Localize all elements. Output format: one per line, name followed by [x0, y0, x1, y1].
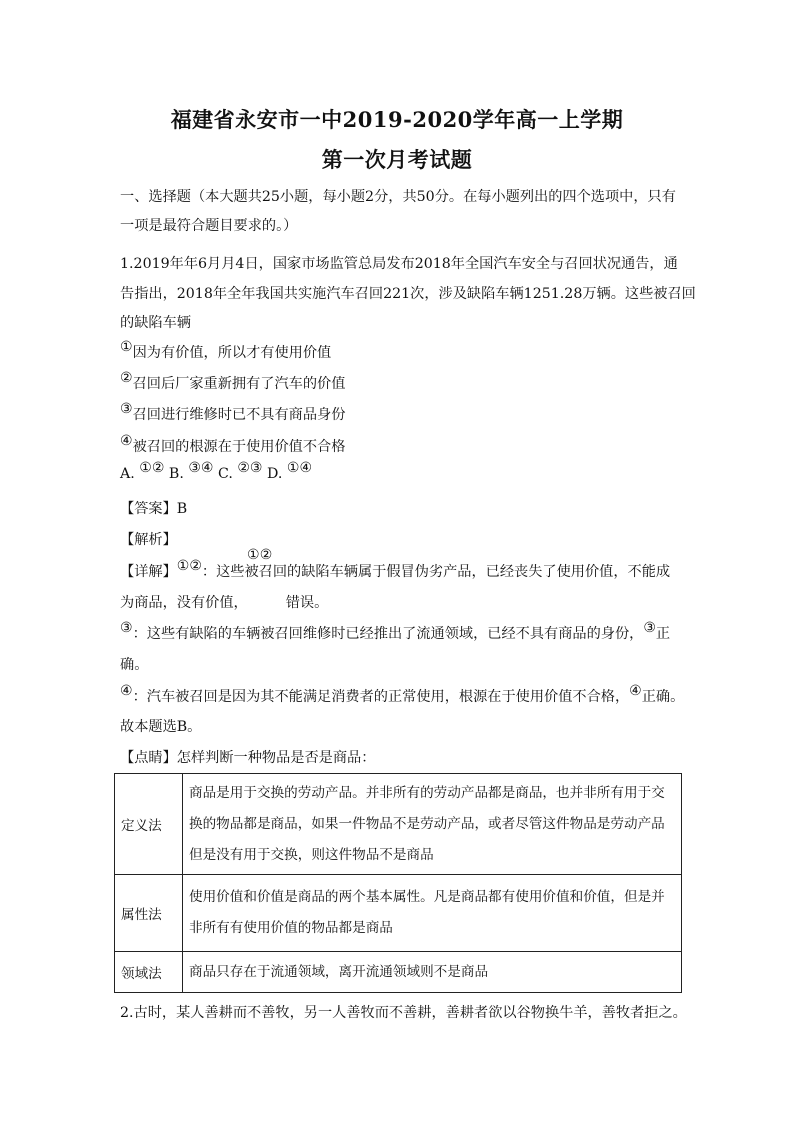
circled-mark: ①	[120, 339, 133, 355]
circled-mark: ②	[120, 370, 133, 386]
detail-text-3: ：这些有缺陷的车辆被召回维修时已经推出了流通领域，已经不具有商品的身份，	[132, 626, 644, 642]
table-line: 非所有有使用价值的物品都是商品	[189, 920, 393, 936]
table-line: 商品只存在于流通领域，离开流通领域则不是商品	[189, 963, 489, 980]
table-key-cell: 属性法	[115, 875, 183, 952]
circled-mark: ③	[120, 401, 133, 417]
detail-marks: ①②	[176, 558, 202, 574]
table-row	[115, 952, 682, 993]
option-text: 因为有价值，所以才有使用价值	[132, 345, 332, 361]
table-line: 使用价值和价值是商品的两个基本属性。凡是商品都有使用价值和价值，但是并	[189, 889, 665, 905]
choice-b-marks: ③④	[188, 460, 214, 476]
table-value-cell	[183, 875, 682, 952]
choice-a-letter: A.	[120, 466, 135, 482]
table-line: 但是没有用于交换，则这件物品不是商品	[189, 846, 434, 863]
detail-line-1	[120, 558, 671, 581]
title-line-2: 第一次月考试题	[321, 147, 473, 172]
section-header-line-2: 一项是最符合题目要求的。）	[120, 218, 298, 234]
detail-text-5-tail: 正确。	[641, 689, 685, 705]
commodity-judgement-table	[114, 773, 682, 993]
q1-stem-line-1: 1.2019年年6月月4日，国家市场监管总局发布2018年全国汽车安全与召回状况通告，通	[120, 256, 678, 272]
table-row	[115, 875, 682, 952]
detail-line-5	[120, 683, 685, 706]
tip-line	[120, 747, 375, 767]
table-row	[115, 774, 682, 875]
detail-mark-3: ③	[120, 620, 133, 636]
detail-text-1: ：这些被召回的缺陷车辆属于假冒伪劣产品，已经丧失了使用价值，不能成	[201, 564, 671, 580]
table-key-cell: 定义法	[115, 774, 183, 875]
option-text: 召回进行维修时已不具有商品身份	[132, 407, 346, 423]
q2-stem: 2.古时，某人善耕而不善牧，另一人善牧而不善耕，善耕者欲以谷物换牛羊，善牧者拒之。	[120, 1005, 687, 1021]
detail-text-2: 为商品，没有价值，	[120, 595, 248, 611]
table-key-cell: 领域法	[115, 952, 183, 993]
detail-text-2-tail: 错误。	[285, 595, 329, 611]
detail-mark-3b: ③	[643, 620, 656, 636]
answer-value: B	[176, 501, 188, 517]
detail-label: 【详解】	[120, 564, 177, 580]
detail-overlay-marks: ①②	[247, 547, 273, 563]
detail-text-3-tail: 正	[655, 626, 671, 642]
q1-option-1	[120, 339, 332, 362]
q1-option-2	[120, 370, 346, 393]
detail-line-4: 确。	[120, 657, 149, 673]
title-line-1: 福建省永安市一中2019-2020学年高一上学期	[170, 107, 624, 132]
circled-mark: ④	[120, 433, 133, 449]
q1-choices	[120, 460, 312, 482]
detail-text-5: ：汽车被召回是因为其不能满足消费者的正常使用，根源在于使用价值不合格，	[132, 689, 630, 705]
table-value-cell	[183, 952, 682, 993]
tip-label: 【点睛】	[120, 750, 177, 766]
detail-line-2	[120, 592, 328, 612]
q1-stem-line-2: 告指出，2018年全年我国共实施汽车召回221次，涉及缺陷车辆1251.28万辆。这些被召回	[120, 286, 696, 302]
choice-d-letter: D.	[266, 466, 283, 482]
detail-line-3	[120, 620, 671, 643]
choice-c-marks: ②③	[237, 460, 263, 476]
table-line: 换的物品都是商品，如果一件物品不是劳动产品，或者尽管这件物品是劳动产品	[189, 815, 665, 832]
choice-a-marks: ①②	[139, 460, 165, 476]
detail-mark-5b: ④	[629, 683, 642, 699]
answer-line	[120, 498, 187, 518]
table-line: 商品是用于交换的劳动产品。并非所有的劳动产品都是商品，也并非所有用于交	[189, 784, 665, 801]
q1-stem-line-3: 的缺陷车辆	[120, 315, 191, 331]
detail-line-6: 故本题选B。	[120, 719, 202, 735]
option-text: 被召回的根源在于使用价值不合格	[132, 439, 346, 455]
option-text: 召回后厂家重新拥有了汽车的价值	[132, 376, 346, 392]
tip-text: 怎样判断一种物品是否是商品：	[176, 750, 376, 766]
table-value-cell	[183, 774, 682, 875]
analysis-label: 【解析】	[120, 532, 177, 548]
choice-c-letter: C.	[217, 466, 233, 482]
answer-label: 【答案】	[120, 501, 177, 517]
choice-b-letter: B.	[168, 466, 184, 482]
q1-option-3	[120, 401, 346, 424]
q1-option-4	[120, 433, 346, 456]
choice-d-marks: ①④	[286, 460, 312, 476]
section-header-line-1: 一、选择题（本大题共25小题，每小题2分，共50分。在每小题列出的四个选项中，只有	[120, 189, 676, 205]
detail-mark-5: ④	[120, 683, 133, 699]
